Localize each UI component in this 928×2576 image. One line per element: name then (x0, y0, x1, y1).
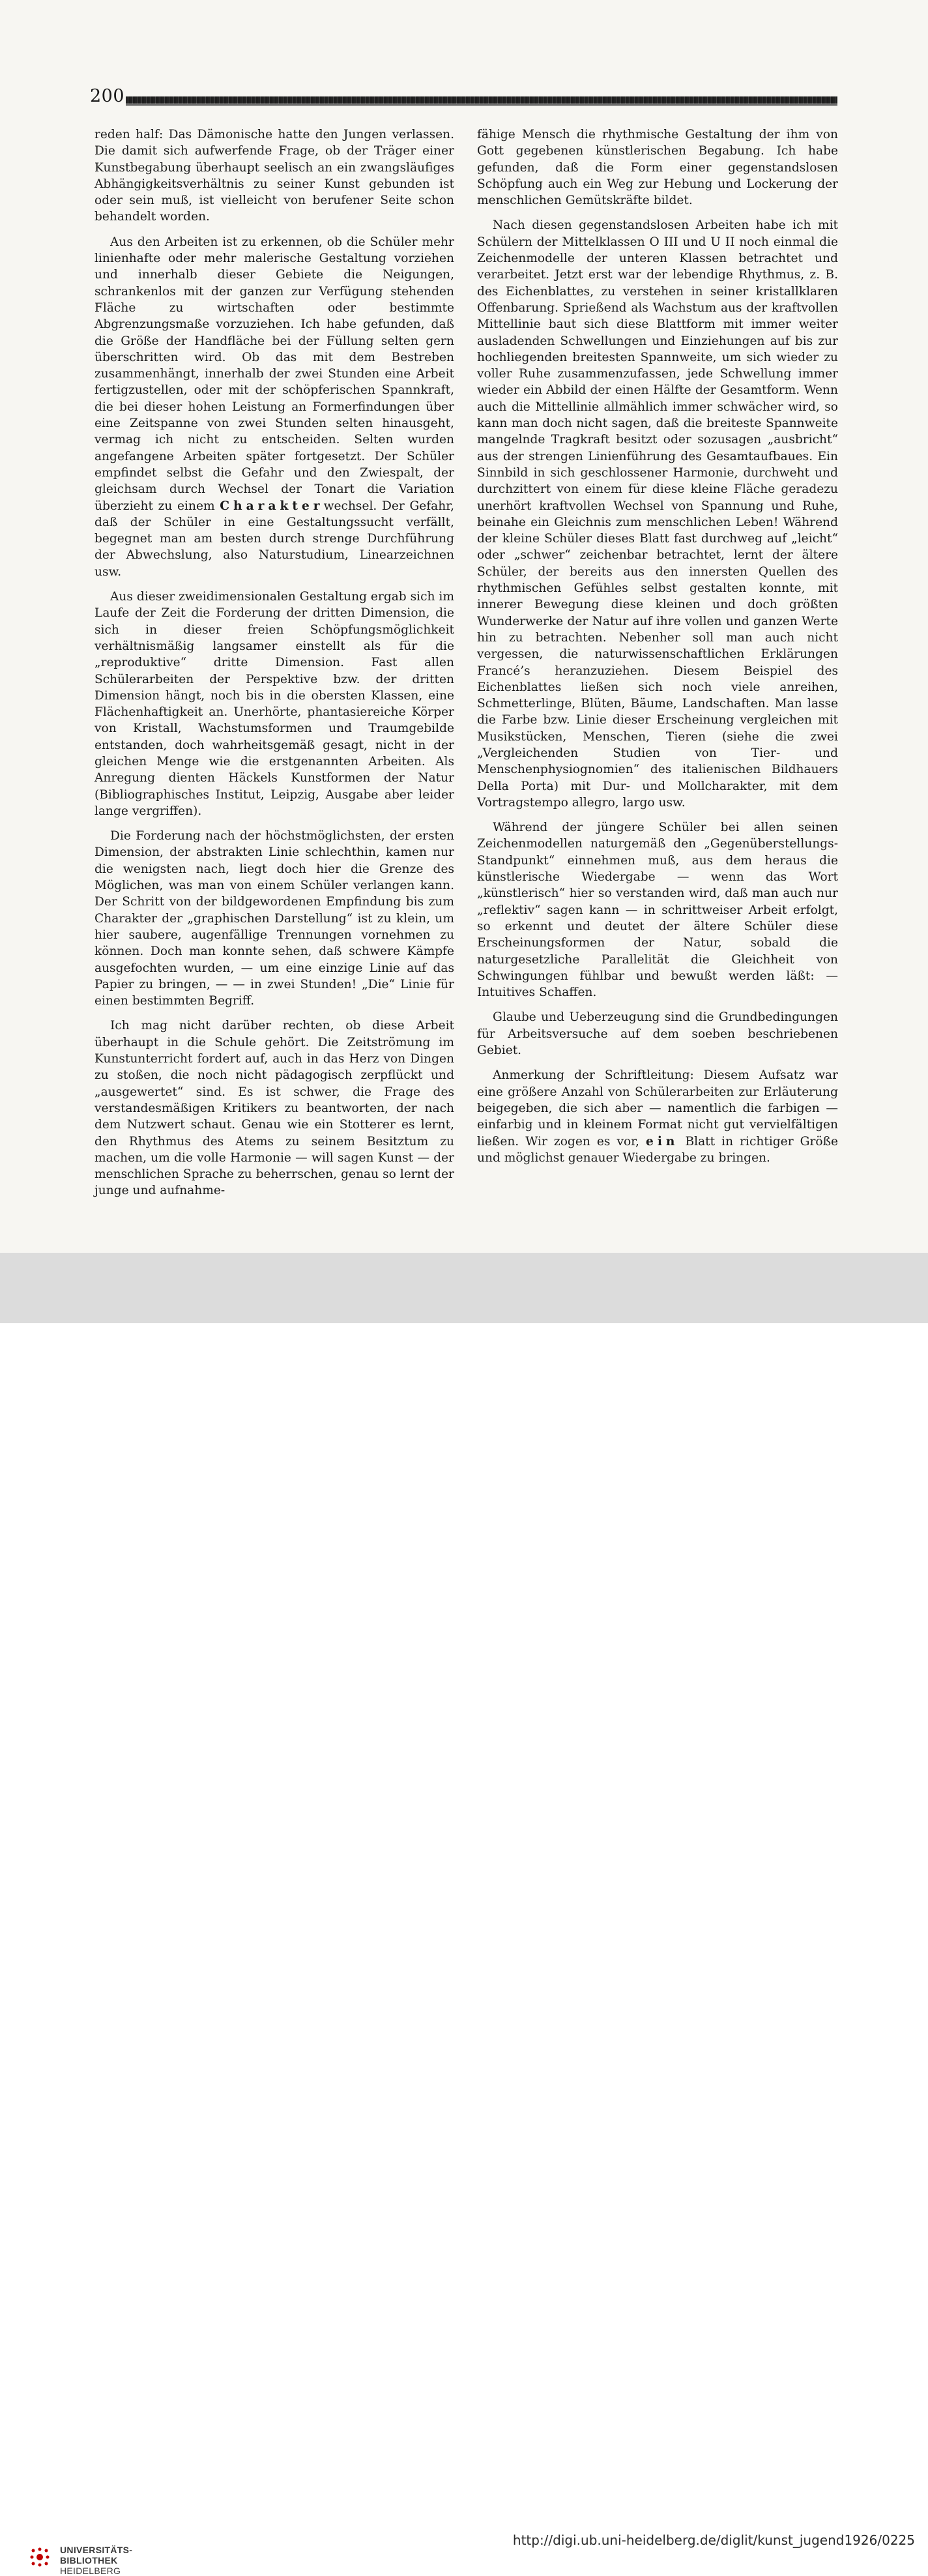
left-column (94, 126, 454, 1199)
footer-bar (0, 1253, 928, 2576)
page-number: 200 (90, 86, 125, 106)
logo-line: BIBLIOTHEK (60, 2555, 118, 2566)
logo-line: UNIVERSITÄTS- (60, 2545, 133, 2555)
paragraph-text: Aus den Arbeiten ist zu erkennen, ob die Schüler mehr linienhafte oder mehr malerische Gestaltung vorziehen und innerhalb dieser Gebiete die Neigungen, schrankenlos mit der ganzen zur Verfügung stehenden Fläche zu wirtschaften oder bestimmte Abgrenzungsmaße vorzuziehen. Ich habe gefunden, daß die Größe der Handfläche bei der Füllung selten gern überschritten wird. Ob das mit dem Bestreben zusammenhängt, innerhalb der zwei Stunden eine Arbeit fertigzustellen, oder mit der schöpferischen Spannkraft, die bei dieser hohen Leistung an Formerfindungen über eine Zeitspanne von zwei Stunden selten hinausgeht, vermag ich nicht zu entscheiden. Selten wurden angefangene Arbeiten später fortgesetzt. Der Schüler empfindet selbst die Gefahr und den Zwiespalt, der gleichsam durch Wechsel der Tonart die Variation überzieht zu einem (94, 235, 454, 513)
spaced-word: ein (645, 1134, 679, 1149)
library-logo-icon (30, 2547, 50, 2567)
note-text: Anmerkung der Schriftleitung: Diesem Aufsatz war eine größere Anzahl von Schülerarbeiten zur Erläuterung beigegeben, die sich aber — namentlich die farbigen — einfarbig und in kleinem Format nicht gut vervielfältigen ließen. Wir zogen es vor, (477, 1068, 838, 1149)
paragraph: Aus dieser zweidimensionalen Gestaltung ergab sich im Laufe der Zeit die Forderung der dritten Dimension, die sich in dieser freien Schöpfungsmöglichkeit verhältnismäßig langsamer einstellt als für die „reproduktive“ dritte Dimension. Fast allen Schülerarbeiten der Perspektive bzw. der dritten Dimension hängt, noch bis in die obersten Klassen, eine Flächenhaftigkeit an. Unerhörte, phantasiereiche Körper von Kristall, Wachstumsformen und Traumgebilde entstanden, doch wahrheitsgemäß gesagt, nicht in der gleichen Menge wie die erstgenannten Arbeiten. Als Anregung dienten Häckels Kunstformen der Natur (Bibliographisches Institut, Leipzig, Ausgabe aber leider lange vergriffen). (94, 590, 454, 818)
paragraph: Während der jüngere Schüler bei allen seinen Zeichenmodellen naturgemäß den „Gegenüberstellungs-Standpunkt“ einnehmen muß, aus dem heraus die künstlerische Wiedergabe — wenn das Wort „künstlerisch“ hier so verstanden wird, daß man auch nur „reflektiv“ sagen kann — in schrittweiser Arbeit erfolgt, so erkennt und deutet der ältere Schüler diese Erscheinungsformen der Natur, sobald die naturgesetzliche Parallelität die Gleichheit von Schwingungen fühlbar und bewußt werden läßt: — Intuitives Schaffen. (477, 821, 838, 1000)
paragraph: reden half: Das Dämonische hatte den Jungen verlassen. Die damit sich aufwerfende Frage, ob der Träger einer Kunstbegabung überhaupt seelisch an ein zwangsläufiges Abhängigkeitsverhältnis zu seiner Kunst gebunden ist oder sein muß, ist vielleicht von berufener Seite schon behandelt worden. (94, 128, 454, 224)
editor-note (477, 1067, 838, 1166)
paragraph: fähige Mensch die rhythmische Gestaltung der ihm von Gott gegebenen künstlerischen Begabung. Ich habe gefunden, daß die Form einer gegenstandslosen Schöpfung auch ein Weg zur Hebung und Lockerung der menschlichen Gemütskräfte bildet. (477, 128, 838, 208)
logo-line: HEIDELBERG (60, 2566, 121, 2576)
note-text: Blatt in richtiger Größe und möglichst genauer Wiedergabe zu bringen. (477, 1134, 838, 1165)
right-column (477, 126, 838, 1166)
source-url-link[interactable]: http://digi.ub.uni-heidelberg.de/diglit/kunst_jugend1926/0225 (512, 2532, 915, 2548)
paragraph: Glaube und Ueberzeugung sind die Grundbedingungen für Arbeitsversuche auf dem soeben beschriebenen Gebiet. (477, 1010, 838, 1058)
paragraph: Die Forderung nach der höchstmöglichsten, der ersten Dimension, der abstrakten Linie schlechthin, kamen nur die wenigsten nach, liegt doch hier die Grenze des Möglichen, was man von einem Schüler verlangen kann. Der Schritt von der bildgewordenen Empfindung bis zum Charakter der „graphischen Darstellung“ ist zu klein, um hier saubere, augenfällige Trennungen vornehmen zu können. Doch man konnte sehen, daß schwere Kämpfe ausgefochten wurden, — um eine einzige Linie auf das Papier zu bringen, — — in zwei Stunden! „Die“ Linie für einen bestimmten Begriff. (94, 829, 454, 1008)
library-logo-text[interactable] (60, 2545, 132, 2576)
paragraph: Nach diesen gegenstandslosen Arbeiten habe ich mit Schülern der Mittelklassen O III und U II noch einmal die Zeichenmodelle der unteren Klassen betrachtet und verarbeitet. Jetzt erst war der lebendige Rhythmus, z. B. des Eichenblattes, zu verstehen in seiner kristallklaren Offenbarung. Sprießend als Wachstum aus der kraftvollen Mittellinie baut sich diese Blattform mit immer weiter ausladenden Schwellungen und Einziehungen auf bis zur hochliegenden breitesten Spannweite, um sich wieder zu voller Ruhe zusammenzufassen, jede Schwellung immer wieder ein Abbild der einen Hälfte der Gesamtform. Wenn auch die Mittellinie allmählich immer schwächer wird, so kann man doch nicht sagen, daß die breiteste Spannweite mangelnde Tragkraft besitzt oder sozusagen „ausbricht“ aus der strengen Linienführung des Gesamtaufbaues. Ein Sinnbild in sich geschlossener Harmonie, durchweht und durchzittert von einem für diese kleine Fläche geradezu unerhört kraftvollen Wechsel von Spannung und Ruhe, beinahe ein Gleichnis zum menschlichen Leben! Während der kleine Schüler dieses Blatt fast durchweg auf „leicht“ oder „schwer“ zeichenbar betrachtet, lernt der ältere Schüler, der bereits aus den innersten Quellen des rhythmischen Gefühles selbst gestalten konnte, mit innerer Bewegung diese kleinen und doch größten Wunderwerke der Natur auf ihre vollen und ganzen Werte hin zu betrachten. Nebenher soll man auch nicht vergessen, die naturwissenschaftlichen Erklärungen Francé’s heranzuziehen. Diesem Beispiel des Eichenblattes ließen sich noch viele anreihen, Schmetterlinge, Blüten, Bäume, Landschaften. Man lasse die Farbe bzw. Linie dieser Erscheinung vergleichen mit Musikstücken, Menschen, Tieren (siehe die zwei „Vergleichenden Studien von Tier- und Menschenphysiognomien“ des italienischen Bildhauers Della Porta) mit Dur- und Mollcharakter, mit dem Vortragstempo allegro, largo usw. (477, 218, 838, 810)
spaced-word: Charakter (220, 499, 324, 513)
scanned-page (0, 0, 928, 1253)
paragraph-text: wechsel. Der Gefahr, daß der Schüler in eine Gestaltungssucht verfällt, begegnet man am besten durch strenge Durchführung der Abwechslung, also Naturstudium, Linearzeichnen usw. (94, 499, 454, 579)
header-rule (126, 96, 837, 104)
paragraph: Ich mag nicht darüber rechten, ob diese Arbeit überhaupt in die Schule gehört. Die Zeitströmung im Kunstunterricht fordert auf, auch in das Herz von Dingen zu stoßen, die noch nicht pädagogisch zerpflückt und „ausgewertet“ sind. Es ist schwer, die Frage des verstandesmäßigen Kritikers zu beantworten, der nach dem Nutzwert schaut. Genau wie ein Stotterer es lernt, den Rhythmus des Atems zu seinem Besitztum zu machen, um die volle Harmonie — will sagen Kunst — der menschlichen Sprache zu beherrschen, genau so lernt der junge und aufnahme- (94, 1019, 454, 1198)
paragraph (94, 234, 454, 580)
